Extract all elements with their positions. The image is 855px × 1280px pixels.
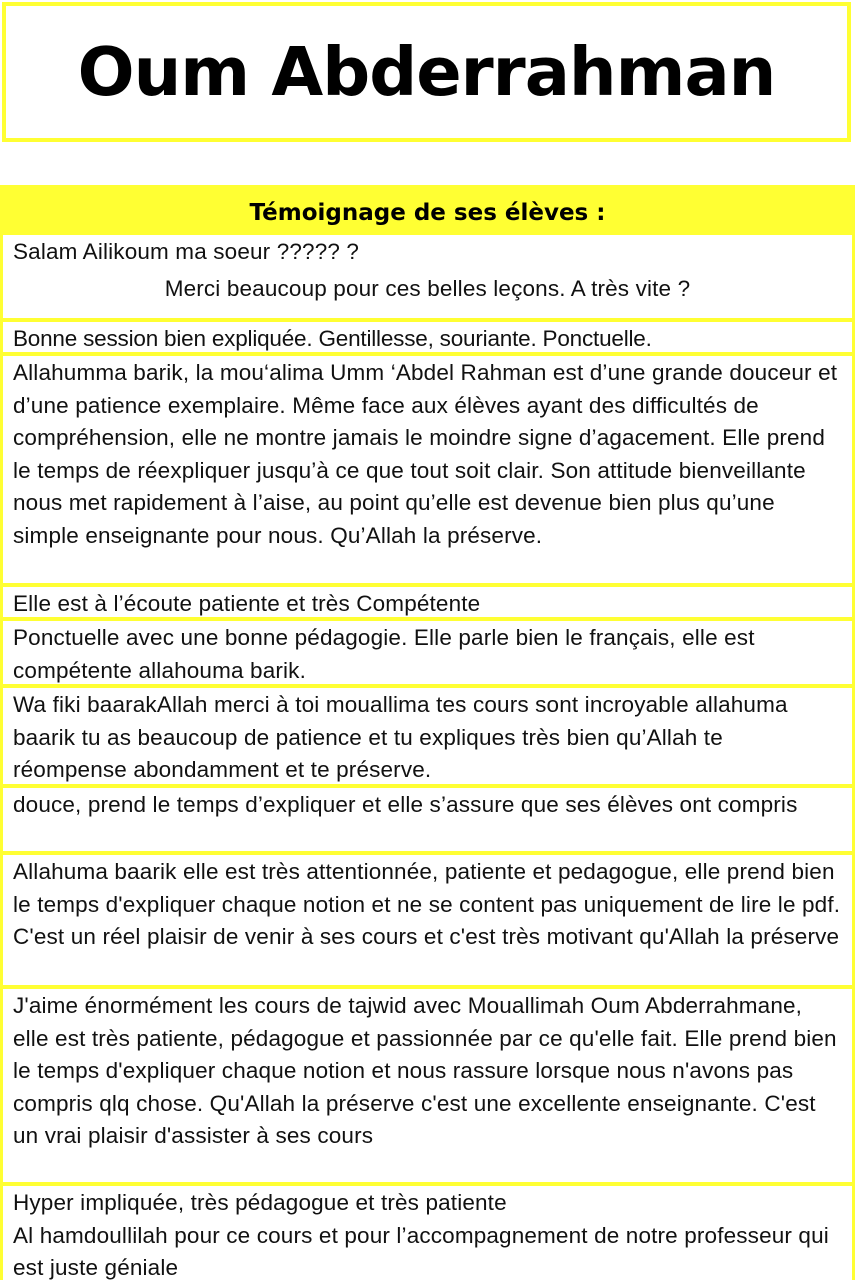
testimonial-text: Al hamdoullilah pour ce cours et pour l’accompagnement de notre professeur qui est juste géniale <box>13 1222 829 1280</box>
testimonial-row <box>3 587 852 617</box>
testimonial-text: Salam Ailikoum ma soeur ????? ? <box>13 239 360 264</box>
testimonial-text: Elle est à l’écoute patiente et très Compétente <box>13 591 481 616</box>
testimonial-row <box>3 621 852 684</box>
testimonial-text: douce, prend le temps d’expliquer et elle s’assure que ses élèves ont compris <box>13 792 798 817</box>
title-banner <box>2 2 851 142</box>
testimonial-row <box>3 235 852 318</box>
testimonial-text: Ponctuelle avec une bonne pédagogie. Elle parle bien le français, elle est compétente allahouma barik. <box>13 625 755 683</box>
page-title: Oum Abderrahman <box>77 33 776 111</box>
testimonial-text: Hyper impliquée, très pédagogue et très patiente <box>13 1190 507 1215</box>
testimonial-row <box>3 322 852 352</box>
testimonial-text: Allahumma barik, la mou‘alima Umm ‘Abdel Rahman est d’une grande douceur et d’une patience exemplaire. Même face aux élèves ayant des difficultés de compréhension, elle ne montre jamais le moindre signe d’agacement. Elle prend le temps de réexpliquer jusqu’à ce que tout soit clair. Son attitude bienveillante nous met rapidement à l’aise, au point qu’elle est devenue bien plus qu’une simple enseignante pour nous. Qu’Allah la préserve. <box>13 360 838 548</box>
testimonial-text: Allahuma baarik elle est très attentionnée, patiente et pedagogue, elle prend bien le temps d'expliquer chaque notion et ne se content pas uniquement de lire le pdf. C'est un réel plaisir de venir à ses cours et c'est très motivant qu'Allah la préserve <box>13 859 841 949</box>
section-header-label: Témoignage de ses élèves : <box>249 200 606 226</box>
testimonial-row <box>3 688 852 784</box>
testimonial-row <box>3 855 852 985</box>
testimonial-row <box>3 356 852 583</box>
testimonial-text: Bonne session bien expliquée. Gentillesse, souriante. Ponctuelle. <box>13 326 652 351</box>
testimonial-text: Merci beaucoup pour ces belles leçons. A très vite ? <box>164 275 691 301</box>
testimonial-text: J'aime énormément les cours de tajwid avec Mouallimah Oum Abderrahmane, elle est très patiente, pédagogue et passionnée par ce qu'elle fait. Elle prend bien le temps d'expliquer chaque notion et nous rassure lorsque nous n'avons pas compris qlq chose. Qu'Allah la préserve c'est une excellente enseignante. C'est un vrai plaisir d'assister à ses cours <box>13 993 837 1148</box>
testimonial-text: Wa fiki baarakAllah merci à toi mouallima tes cours sont incroyable allahuma baarik tu as beaucoup de patience et tu expliques très bien qu’Allah te réompense abondamment et te préserve. <box>13 692 788 782</box>
testimonial-row <box>3 989 852 1182</box>
testimonial-row <box>3 1186 852 1280</box>
section-header <box>3 185 852 235</box>
testimonials-table <box>0 185 855 1280</box>
testimonial-row <box>3 788 852 851</box>
